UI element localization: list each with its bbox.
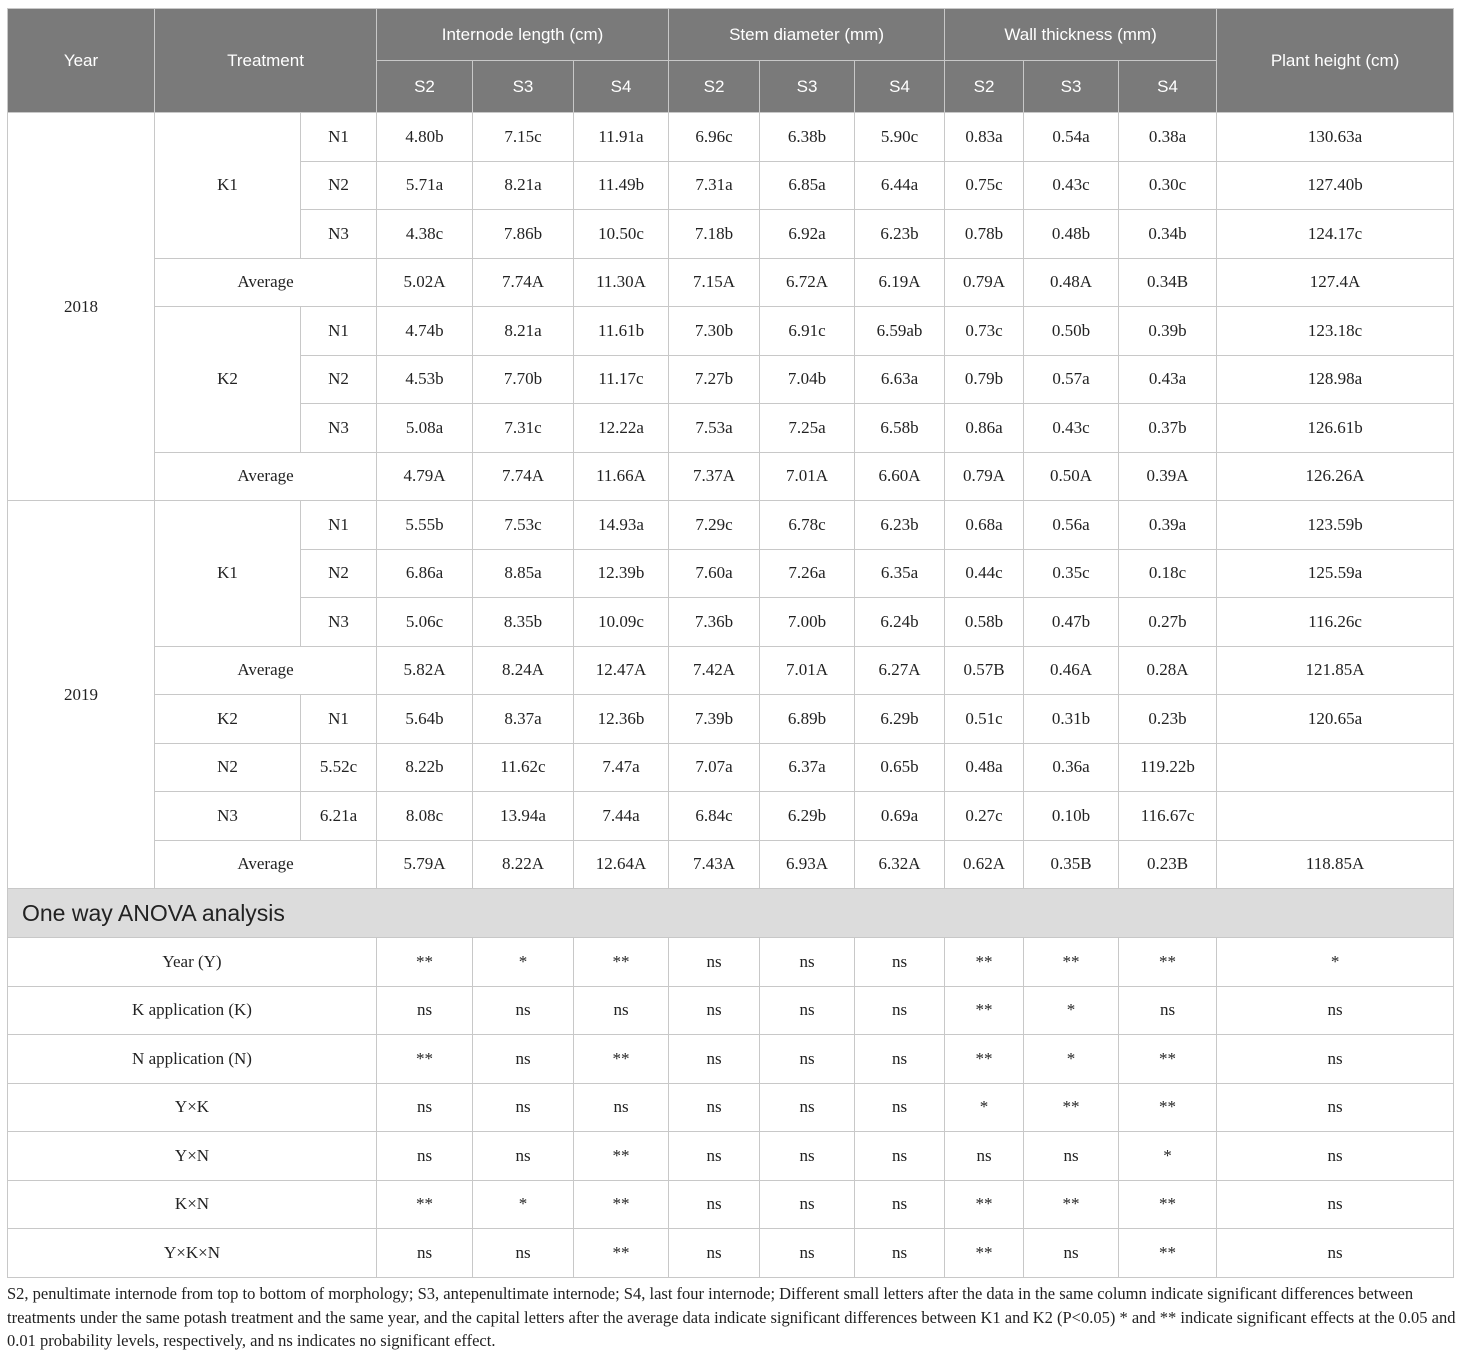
value-cell: 0.44c: [945, 549, 1024, 598]
table-row: [8, 695, 1454, 744]
value-cell: 7.37A: [669, 452, 760, 501]
anova-cell: ns: [1024, 1132, 1119, 1181]
anova-cell: ns: [574, 986, 669, 1035]
anova-cell: **: [377, 938, 473, 987]
year-cell: 2019: [8, 501, 155, 889]
value-cell: 0.34B: [1119, 258, 1217, 307]
anova-cell: *: [473, 1180, 574, 1229]
header-sub: S4: [855, 61, 945, 113]
k-cell: K1: [155, 113, 301, 259]
value-cell: 7.01A: [760, 646, 855, 695]
anova-cell: ns: [377, 1132, 473, 1181]
value-cell: 8.22A: [473, 840, 574, 889]
header-treatment: Treatment: [155, 9, 377, 113]
anova-cell: ns: [669, 1132, 760, 1181]
anova-cell: **: [574, 1132, 669, 1181]
value-cell: 0.79A: [945, 258, 1024, 307]
header-sub: S2: [945, 61, 1024, 113]
value-cell: 4.79A: [377, 452, 473, 501]
anova-cell: **: [574, 1035, 669, 1084]
anova-row: [8, 1083, 1454, 1132]
value-cell: 7.29c: [669, 501, 760, 550]
average-label: Average: [155, 258, 377, 307]
anova-cell: ns: [1217, 1132, 1454, 1181]
anova-cell: **: [1119, 1229, 1217, 1278]
value-cell: 0.83a: [945, 113, 1024, 162]
average-label: Average: [155, 840, 377, 889]
anova-row: [8, 1180, 1454, 1229]
anova-cell: ns: [1217, 1180, 1454, 1229]
value-cell: 0.48A: [1024, 258, 1119, 307]
anova-cell: ns: [473, 1229, 574, 1278]
value-cell: 7.18b: [669, 210, 760, 259]
anova-cell: *: [473, 938, 574, 987]
value-cell: 0.37b: [1119, 404, 1217, 453]
value-cell: 8.21a: [473, 161, 574, 210]
value-cell: 6.92a: [760, 210, 855, 259]
value-cell: 7.60a: [669, 549, 760, 598]
value-cell: 0.57a: [1024, 355, 1119, 404]
anova-cell: **: [945, 1035, 1024, 1084]
value-cell: 0.73c: [945, 307, 1024, 356]
value-cell: 6.44a: [855, 161, 945, 210]
table-row: [8, 113, 1454, 162]
anova-cell: ns: [855, 986, 945, 1035]
value-cell: 0.27b: [1119, 598, 1217, 647]
value-cell: 10.50c: [574, 210, 669, 259]
value-cell: 5.90c: [855, 113, 945, 162]
anova-cell: ns: [855, 1083, 945, 1132]
anova-cell: ns: [574, 1083, 669, 1132]
anova-cell: ns: [669, 1229, 760, 1278]
value-cell: 6.32A: [855, 840, 945, 889]
value-cell: 7.25a: [760, 404, 855, 453]
n-cell: N1: [301, 501, 377, 550]
header-sub: S3: [760, 61, 855, 113]
value-cell: 7.39b: [669, 695, 760, 744]
anova-cell: ns: [669, 986, 760, 1035]
value-cell: 124.17c: [1217, 210, 1454, 259]
value-cell: 0.68a: [945, 501, 1024, 550]
anova-cell: **: [945, 1229, 1024, 1278]
anova-cell: ns: [473, 1035, 574, 1084]
anova-cell: ns: [473, 1083, 574, 1132]
value-cell: 119.22b: [1119, 743, 1217, 792]
anova-cell: **: [574, 1229, 669, 1278]
value-cell: 5.02A: [377, 258, 473, 307]
value-cell: 7.27b: [669, 355, 760, 404]
header-year: Year: [8, 9, 155, 113]
value-cell: 7.43A: [669, 840, 760, 889]
value-cell: 0.62A: [945, 840, 1024, 889]
value-cell: 0.79A: [945, 452, 1024, 501]
k-cell: K2: [155, 695, 301, 744]
value-cell: 5.08a: [377, 404, 473, 453]
value-cell: 0.28A: [1119, 646, 1217, 695]
value-cell: 0.69a: [855, 792, 945, 841]
value-cell: 11.61b: [574, 307, 669, 356]
n-cell: N1: [301, 695, 377, 744]
anova-cell: **: [1119, 1180, 1217, 1229]
value-cell: 126.61b: [1217, 404, 1454, 453]
data-table: [7, 8, 1454, 1278]
anova-title-row: [8, 889, 1454, 938]
value-cell: 6.37a: [760, 743, 855, 792]
average-label: Average: [155, 646, 377, 695]
value-cell: 5.55b: [377, 501, 473, 550]
value-cell: 0.78b: [945, 210, 1024, 259]
value-cell: 126.26A: [1217, 452, 1454, 501]
anova-row: [8, 1229, 1454, 1278]
table-footnote: S2, penultimate internode from top to bottom of morphology; S3, antepenultimate internode; S4, last four internode; Different small letters after the data in the same column indicate significant differences between treatments under the same potash treatment and the same year, and the capital letters after the average data indicate significant differences between K1 and K2 (P<0.05) * and ** indicate significant effects at the 0.05 and 0.01 probability levels, respectively, and ns indicates no significant effect.: [7, 1284, 1456, 1350]
value-cell: 0.10b: [1024, 792, 1119, 841]
anova-cell: **: [574, 938, 669, 987]
value-cell: 7.53c: [473, 501, 574, 550]
value-cell: 7.74A: [473, 452, 574, 501]
anova-label: Y×K: [8, 1083, 377, 1132]
anova-cell: ns: [669, 1083, 760, 1132]
n-cell: N3: [301, 404, 377, 453]
anova-cell: ns: [855, 1132, 945, 1181]
value-cell: 0.86a: [945, 404, 1024, 453]
average-row: [8, 840, 1454, 889]
anova-cell: ns: [760, 938, 855, 987]
anova-cell: ns: [1119, 986, 1217, 1035]
value-cell: 0.39A: [1119, 452, 1217, 501]
anova-label: Year (Y): [8, 938, 377, 987]
value-cell: 8.24A: [473, 646, 574, 695]
value-cell: 7.31a: [669, 161, 760, 210]
value-cell: 6.63a: [855, 355, 945, 404]
value-cell: 6.58b: [855, 404, 945, 453]
table-row: [8, 307, 1454, 356]
n-cell: N3: [301, 598, 377, 647]
anova-label: K×N: [8, 1180, 377, 1229]
value-cell: 7.26a: [760, 549, 855, 598]
value-cell: 116.26c: [1217, 598, 1454, 647]
average-row: [8, 258, 1454, 307]
average-row: [8, 452, 1454, 501]
value-cell: 6.84c: [669, 792, 760, 841]
value-cell: 8.22b: [377, 743, 473, 792]
n-cell: N2: [155, 743, 301, 792]
anova-cell: ns: [377, 1083, 473, 1132]
value-cell: 0.79b: [945, 355, 1024, 404]
table-row: [8, 743, 1454, 792]
value-cell: 8.85a: [473, 549, 574, 598]
value-cell: 6.59ab: [855, 307, 945, 356]
value-cell: 8.37a: [473, 695, 574, 744]
header-sub: S2: [377, 61, 473, 113]
anova-row: [8, 1035, 1454, 1084]
value-cell: 5.64b: [377, 695, 473, 744]
anova-cell: *: [1024, 986, 1119, 1035]
value-cell: 7.04b: [760, 355, 855, 404]
anova-cell: **: [1119, 938, 1217, 987]
value-cell: 6.85a: [760, 161, 855, 210]
anova-cell: ns: [669, 1180, 760, 1229]
value-cell: 6.24b: [855, 598, 945, 647]
value-cell: 6.89b: [760, 695, 855, 744]
value-cell: 0.48b: [1024, 210, 1119, 259]
anova-cell: ns: [945, 1132, 1024, 1181]
k-cell: K1: [155, 501, 301, 647]
header-row-1: [8, 9, 1454, 61]
header-wall-thickness: Wall thickness (mm): [945, 9, 1217, 61]
value-cell: 12.22a: [574, 404, 669, 453]
anova-title: One way ANOVA analysis: [8, 889, 1454, 938]
value-cell: 0.54a: [1024, 113, 1119, 162]
value-cell: 12.39b: [574, 549, 669, 598]
k-cell: K2: [155, 307, 301, 453]
anova-cell: **: [377, 1180, 473, 1229]
value-cell: 120.65a: [1217, 695, 1454, 744]
value-cell: 0.36a: [1024, 743, 1119, 792]
anova-label: K application (K): [8, 986, 377, 1035]
empty-cell: [1217, 743, 1454, 792]
value-cell: 12.64A: [574, 840, 669, 889]
value-cell: 0.46A: [1024, 646, 1119, 695]
value-cell: 5.06c: [377, 598, 473, 647]
empty-cell: [1217, 792, 1454, 841]
value-cell: 7.74A: [473, 258, 574, 307]
value-cell: 5.71a: [377, 161, 473, 210]
value-cell: 0.39b: [1119, 307, 1217, 356]
anova-cell: ns: [760, 1132, 855, 1181]
value-cell: 11.17c: [574, 355, 669, 404]
value-cell: 0.48a: [945, 743, 1024, 792]
table-row: [8, 501, 1454, 550]
value-cell: 6.29b: [760, 792, 855, 841]
value-cell: 121.85A: [1217, 646, 1454, 695]
value-cell: 0.34b: [1119, 210, 1217, 259]
anova-cell: *: [1119, 1132, 1217, 1181]
anova-cell: ns: [669, 938, 760, 987]
value-cell: 0.35B: [1024, 840, 1119, 889]
anova-cell: **: [945, 986, 1024, 1035]
value-cell: 130.63a: [1217, 113, 1454, 162]
n-cell: N3: [301, 210, 377, 259]
anova-cell: *: [945, 1083, 1024, 1132]
n-cell: N1: [301, 113, 377, 162]
value-cell: 6.35a: [855, 549, 945, 598]
anova-row: [8, 938, 1454, 987]
value-cell: 4.38c: [377, 210, 473, 259]
header-stem-diameter: Stem diameter (mm): [669, 9, 945, 61]
value-cell: 6.21a: [301, 792, 377, 841]
value-cell: 0.43c: [1024, 404, 1119, 453]
value-cell: 127.4A: [1217, 258, 1454, 307]
value-cell: 0.57B: [945, 646, 1024, 695]
anova-cell: ns: [1024, 1229, 1119, 1278]
value-cell: 0.50A: [1024, 452, 1119, 501]
value-cell: 7.30b: [669, 307, 760, 356]
value-cell: 7.42A: [669, 646, 760, 695]
value-cell: 14.93a: [574, 501, 669, 550]
value-cell: 8.08c: [377, 792, 473, 841]
value-cell: 7.15A: [669, 258, 760, 307]
value-cell: 5.52c: [301, 743, 377, 792]
value-cell: 4.80b: [377, 113, 473, 162]
anova-cell: **: [945, 1180, 1024, 1229]
value-cell: 6.38b: [760, 113, 855, 162]
anova-row: [8, 986, 1454, 1035]
value-cell: 12.47A: [574, 646, 669, 695]
anova-cell: ns: [1217, 1229, 1454, 1278]
table-row: [8, 792, 1454, 841]
value-cell: 0.58b: [945, 598, 1024, 647]
anova-cell: ns: [760, 1180, 855, 1229]
anova-cell: ns: [760, 1035, 855, 1084]
value-cell: 7.01A: [760, 452, 855, 501]
anova-cell: ns: [855, 938, 945, 987]
value-cell: 6.91c: [760, 307, 855, 356]
value-cell: 0.50b: [1024, 307, 1119, 356]
anova-cell: **: [574, 1180, 669, 1229]
value-cell: 11.91a: [574, 113, 669, 162]
anova-cell: ns: [760, 986, 855, 1035]
value-cell: 118.85A: [1217, 840, 1454, 889]
value-cell: 0.56a: [1024, 501, 1119, 550]
anova-cell: ns: [1217, 1083, 1454, 1132]
value-cell: 123.59b: [1217, 501, 1454, 550]
header-sub: S4: [1119, 61, 1217, 113]
anova-cell: **: [1119, 1035, 1217, 1084]
value-cell: 0.43a: [1119, 355, 1217, 404]
anova-cell: ns: [377, 1229, 473, 1278]
value-cell: 11.49b: [574, 161, 669, 210]
value-cell: 128.98a: [1217, 355, 1454, 404]
value-cell: 7.15c: [473, 113, 574, 162]
value-cell: 6.78c: [760, 501, 855, 550]
value-cell: 125.59a: [1217, 549, 1454, 598]
anova-label: N application (N): [8, 1035, 377, 1084]
average-label: Average: [155, 452, 377, 501]
value-cell: 7.07a: [669, 743, 760, 792]
value-cell: 6.27A: [855, 646, 945, 695]
value-cell: 7.00b: [760, 598, 855, 647]
value-cell: 6.93A: [760, 840, 855, 889]
value-cell: 0.75c: [945, 161, 1024, 210]
header-sub: S3: [473, 61, 574, 113]
n-cell: N2: [301, 355, 377, 404]
header-sub: S3: [1024, 61, 1119, 113]
anova-cell: **: [945, 938, 1024, 987]
anova-cell: **: [1024, 1180, 1119, 1229]
anova-cell: ns: [1217, 1035, 1454, 1084]
anova-label: Y×K×N: [8, 1229, 377, 1278]
value-cell: 6.29b: [855, 695, 945, 744]
value-cell: 11.30A: [574, 258, 669, 307]
anova-cell: **: [1024, 938, 1119, 987]
average-row: [8, 646, 1454, 695]
value-cell: 11.62c: [473, 743, 574, 792]
value-cell: 4.74b: [377, 307, 473, 356]
value-cell: 6.19A: [855, 258, 945, 307]
value-cell: 0.31b: [1024, 695, 1119, 744]
value-cell: 7.70b: [473, 355, 574, 404]
value-cell: 0.39a: [1119, 501, 1217, 550]
value-cell: 11.66A: [574, 452, 669, 501]
value-cell: 6.60A: [855, 452, 945, 501]
value-cell: 7.86b: [473, 210, 574, 259]
anova-cell: **: [1024, 1083, 1119, 1132]
anova-cell: ns: [855, 1035, 945, 1084]
value-cell: 0.38a: [1119, 113, 1217, 162]
value-cell: 6.23b: [855, 210, 945, 259]
n-cell: N1: [301, 307, 377, 356]
n-cell: N2: [301, 161, 377, 210]
value-cell: 8.35b: [473, 598, 574, 647]
anova-cell: *: [1217, 938, 1454, 987]
value-cell: 0.51c: [945, 695, 1024, 744]
anova-cell: ns: [1217, 986, 1454, 1035]
value-cell: 127.40b: [1217, 161, 1454, 210]
value-cell: 7.44a: [574, 792, 669, 841]
value-cell: 7.31c: [473, 404, 574, 453]
anova-row: [8, 1132, 1454, 1181]
n-cell: N3: [155, 792, 301, 841]
year-cell: 2018: [8, 113, 155, 501]
value-cell: 6.72A: [760, 258, 855, 307]
value-cell: 7.53a: [669, 404, 760, 453]
value-cell: 6.96c: [669, 113, 760, 162]
anova-cell: ns: [760, 1083, 855, 1132]
value-cell: 5.79A: [377, 840, 473, 889]
anova-cell: ns: [669, 1035, 760, 1084]
value-cell: 0.27c: [945, 792, 1024, 841]
anova-cell: ns: [473, 986, 574, 1035]
anova-cell: *: [1024, 1035, 1119, 1084]
header-plant-height: Plant height (cm): [1217, 9, 1454, 113]
value-cell: 5.82A: [377, 646, 473, 695]
anova-cell: **: [1119, 1083, 1217, 1132]
anova-cell: ns: [377, 986, 473, 1035]
value-cell: 7.47a: [574, 743, 669, 792]
n-cell: N2: [301, 549, 377, 598]
value-cell: 0.65b: [855, 743, 945, 792]
value-cell: 10.09c: [574, 598, 669, 647]
header-sub: S4: [574, 61, 669, 113]
value-cell: 123.18c: [1217, 307, 1454, 356]
anova-label: Y×N: [8, 1132, 377, 1181]
value-cell: 6.23b: [855, 501, 945, 550]
value-cell: 12.36b: [574, 695, 669, 744]
header-sub: S2: [669, 61, 760, 113]
value-cell: 116.67c: [1119, 792, 1217, 841]
value-cell: 0.43c: [1024, 161, 1119, 210]
value-cell: 0.18c: [1119, 549, 1217, 598]
value-cell: 4.53b: [377, 355, 473, 404]
value-cell: 8.21a: [473, 307, 574, 356]
anova-cell: **: [377, 1035, 473, 1084]
value-cell: 0.35c: [1024, 549, 1119, 598]
value-cell: 7.36b: [669, 598, 760, 647]
anova-cell: ns: [855, 1229, 945, 1278]
value-cell: 0.23b: [1119, 695, 1217, 744]
value-cell: 13.94a: [473, 792, 574, 841]
value-cell: 0.23B: [1119, 840, 1217, 889]
anova-cell: ns: [473, 1132, 574, 1181]
anova-cell: ns: [855, 1180, 945, 1229]
value-cell: 0.30c: [1119, 161, 1217, 210]
header-internode-length: Internode length (cm): [377, 9, 669, 61]
value-cell: 0.47b: [1024, 598, 1119, 647]
value-cell: 6.86a: [377, 549, 473, 598]
anova-cell: ns: [760, 1229, 855, 1278]
